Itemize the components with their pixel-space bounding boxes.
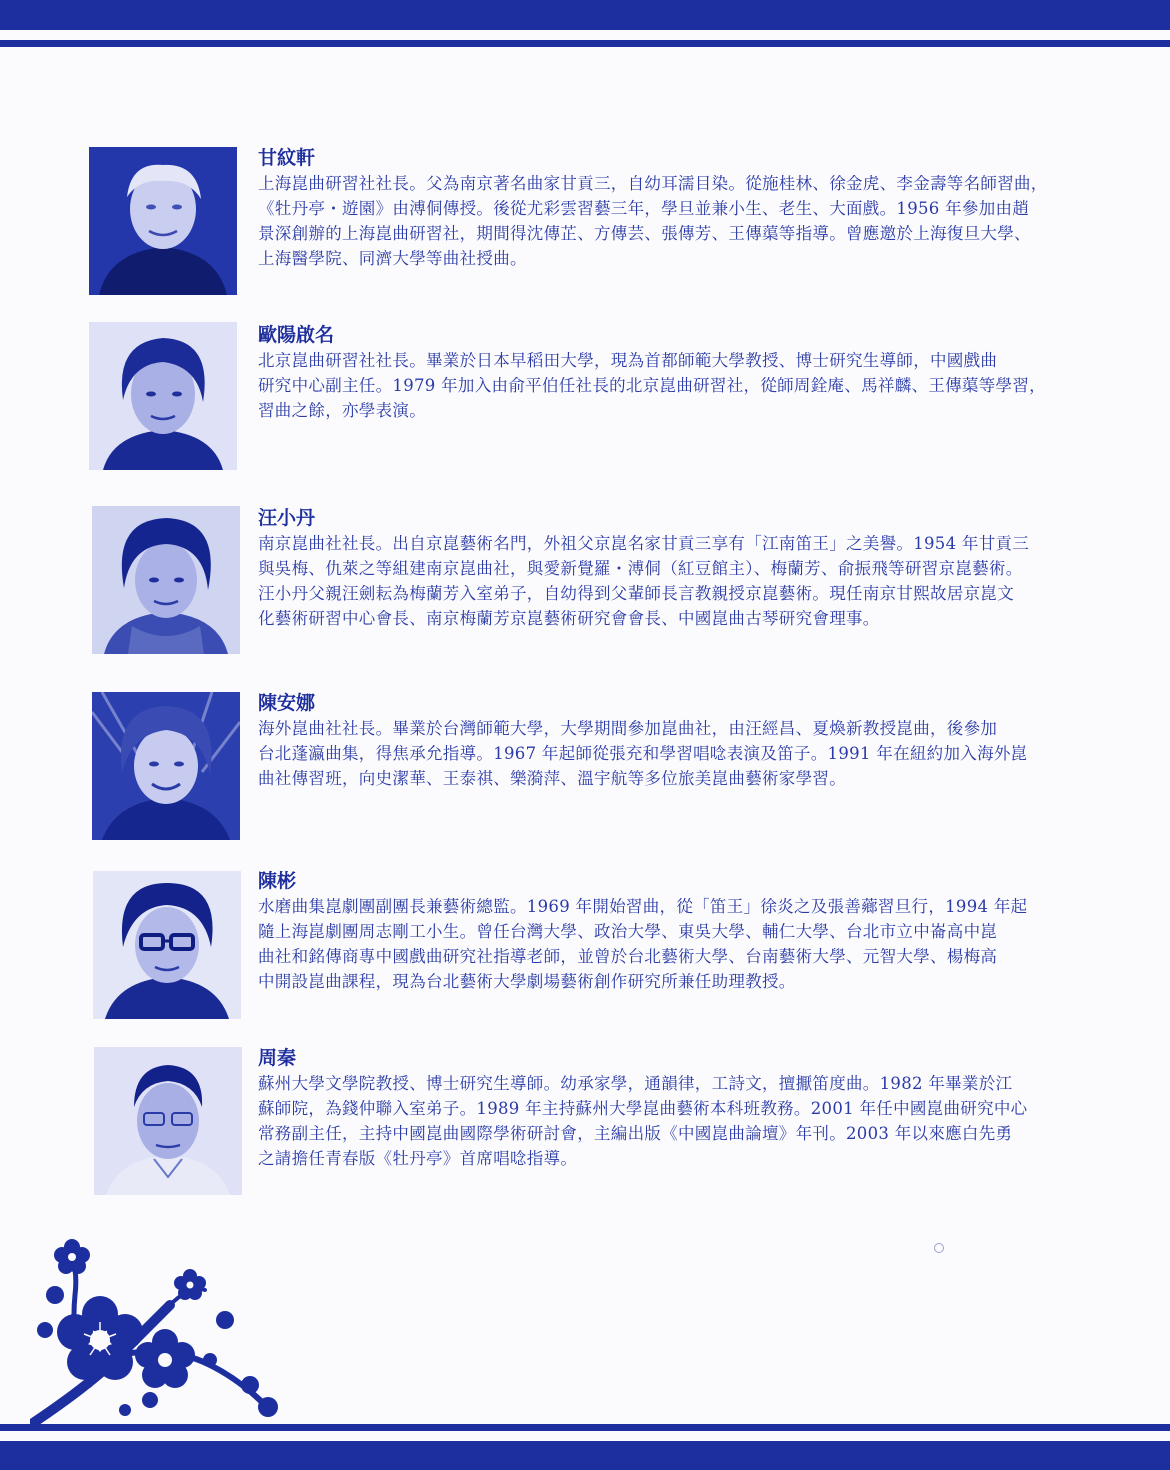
bio-line: 常務副主任，主持中國崑曲國際學術研討會，主編出版《中國崑曲論壇》年刊。2003 年以來應白先勇: [258, 1124, 1013, 1143]
bio-name: 甘紋軒: [258, 147, 316, 169]
bio-name: 陳安娜: [258, 692, 316, 714]
bio-line: 南京崑曲社社長。出自京崑藝術名門，外祖父京崑名家甘貢三享有「江南笛王」之美譽。1954 年甘貢三: [258, 534, 1030, 553]
bio-line: 海外崑曲社社長。畢業於台灣師範大學，大學期間參加崑曲社，由汪經昌、夏煥新教授崑曲，後參加: [258, 719, 998, 738]
portrait-photo: [92, 692, 240, 840]
portrait-photo: [89, 322, 237, 470]
bio-line: 化藝術研習中心會長、南京梅蘭芳京崑藝術研究會會長、中國崑曲古琴研究會理事。: [258, 609, 880, 628]
portrait-photo: [94, 1047, 242, 1195]
bio-line: 景深創辦的上海崑曲研習社，期間得沈傳芷、方傳芸、張傳芳、王傳蕖等指導。曾應邀於上海復旦大學、: [258, 224, 1031, 243]
bio-line: 北京崑曲研習社社長。畢業於日本早稻田大學，現為首都師範大學教授、博士研究生導師，中國戲曲: [258, 351, 998, 370]
bio-line: 上海崑曲研習社社長。父為南京著名曲家甘貢三，自幼耳濡目染。從施桂林、徐金虎、李金壽等名師習曲，: [258, 174, 1048, 193]
bio-text: [258, 322, 1098, 423]
bio-paragraph: [258, 171, 1098, 271]
bio-text: [258, 690, 1098, 791]
bio-line: 曲社傳習班，向史潔華、王泰祺、樂漪萍、溫宇航等多位旅美崑曲藝術家學習。: [258, 769, 846, 788]
bio-line: 水磨曲集崑劇團副團長兼藝術總監。1969 年開始習曲，從「笛王」徐炎之及張善薌習旦行，1994 年起: [258, 897, 1028, 916]
bio-text: [258, 145, 1098, 271]
bio-line: 習曲之餘，亦學表演。: [258, 401, 426, 420]
scan-spot-mark: [934, 1243, 944, 1253]
bio-line: 隨上海崑劇團周志剛工小生。曾任台灣大學、政治大學、東吳大學、輔仁大學、台北市立中崙高中崑: [258, 922, 998, 941]
bio-text: [258, 505, 1098, 631]
bio-paragraph: [258, 716, 1098, 791]
top-border-line: [0, 40, 1170, 47]
bio-line: 研究中心副主任。1979 年加入由俞平伯任社長的北京崑曲研習社，從師周銓庵、馬祥麟、王傳蕖等學習，: [258, 376, 1046, 395]
portrait-photo: [93, 871, 241, 1019]
bio-name: 陳彬: [258, 870, 297, 892]
portrait-photo: [89, 147, 237, 295]
bottom-border-band: [0, 1441, 1170, 1470]
bio-paragraph: [258, 531, 1098, 631]
top-border-band: [0, 0, 1170, 30]
bio-name: 歐陽啟名: [258, 324, 335, 346]
bio-text: [258, 1045, 1098, 1171]
bio-line: 與吳梅、仇萊之等組建南京崑曲社，與愛新覺羅・溥侗（紅豆館主）、梅蘭芳、俞振飛等研習京崑藝術。: [258, 559, 1023, 578]
bio-paragraph: [258, 348, 1098, 423]
bio-line: 蘇師院，為錢仲聯入室弟子。1989 年主持蘇州大學崑曲藝術本科班教務。2001 年任中國崑曲研究中心: [258, 1099, 1028, 1118]
bio-line: 台北蓬瀛曲集，得焦承允指導。1967 年起師從張充和學習唱唸表演及笛子。1991 年在紐約加入海外崑: [258, 744, 1028, 763]
bio-line: 上海醫學院、同濟大學等曲社授曲。: [258, 249, 527, 268]
portrait-photo: [92, 506, 240, 654]
bio-line: 《牡丹亭・遊園》由溥侗傳授。後從尤彩雲習藝三年，學旦並兼小生、老生、大面戲。1956 年參加由趙: [258, 199, 1030, 218]
bio-paragraph: [258, 1071, 1098, 1171]
bio-name: 周秦: [258, 1047, 297, 1069]
bio-line: 蘇州大學文學院教授、博士研究生導師。幼承家學，通韻律，工詩文，擅擫笛度曲。1982 年畢業於江: [258, 1074, 1013, 1093]
bio-name: 汪小丹: [258, 507, 316, 529]
bio-line: 汪小丹父親汪劍耘為梅蘭芳入室弟子，自幼得到父輩師長言教親授京崑藝術。現任南京甘熙故居京崑文: [258, 584, 1014, 603]
bio-line: 之請擔任青春版《牡丹亭》首席唱唸指導。: [258, 1149, 578, 1168]
bio-paragraph: [258, 894, 1098, 994]
bio-text: [258, 868, 1098, 994]
bio-line: 中開設崑曲課程，現為台北藝術大學劇場藝術創作研究所兼任助理教授。: [258, 972, 796, 991]
plum-blossom-decoration: [30, 1235, 290, 1425]
bio-line: 曲社和銘傳商專中國戲曲研究社指導老師，並曾於台北藝術大學、台南藝術大學、元智大學、楊梅高: [258, 947, 998, 966]
bottom-border-line: [0, 1424, 1170, 1431]
